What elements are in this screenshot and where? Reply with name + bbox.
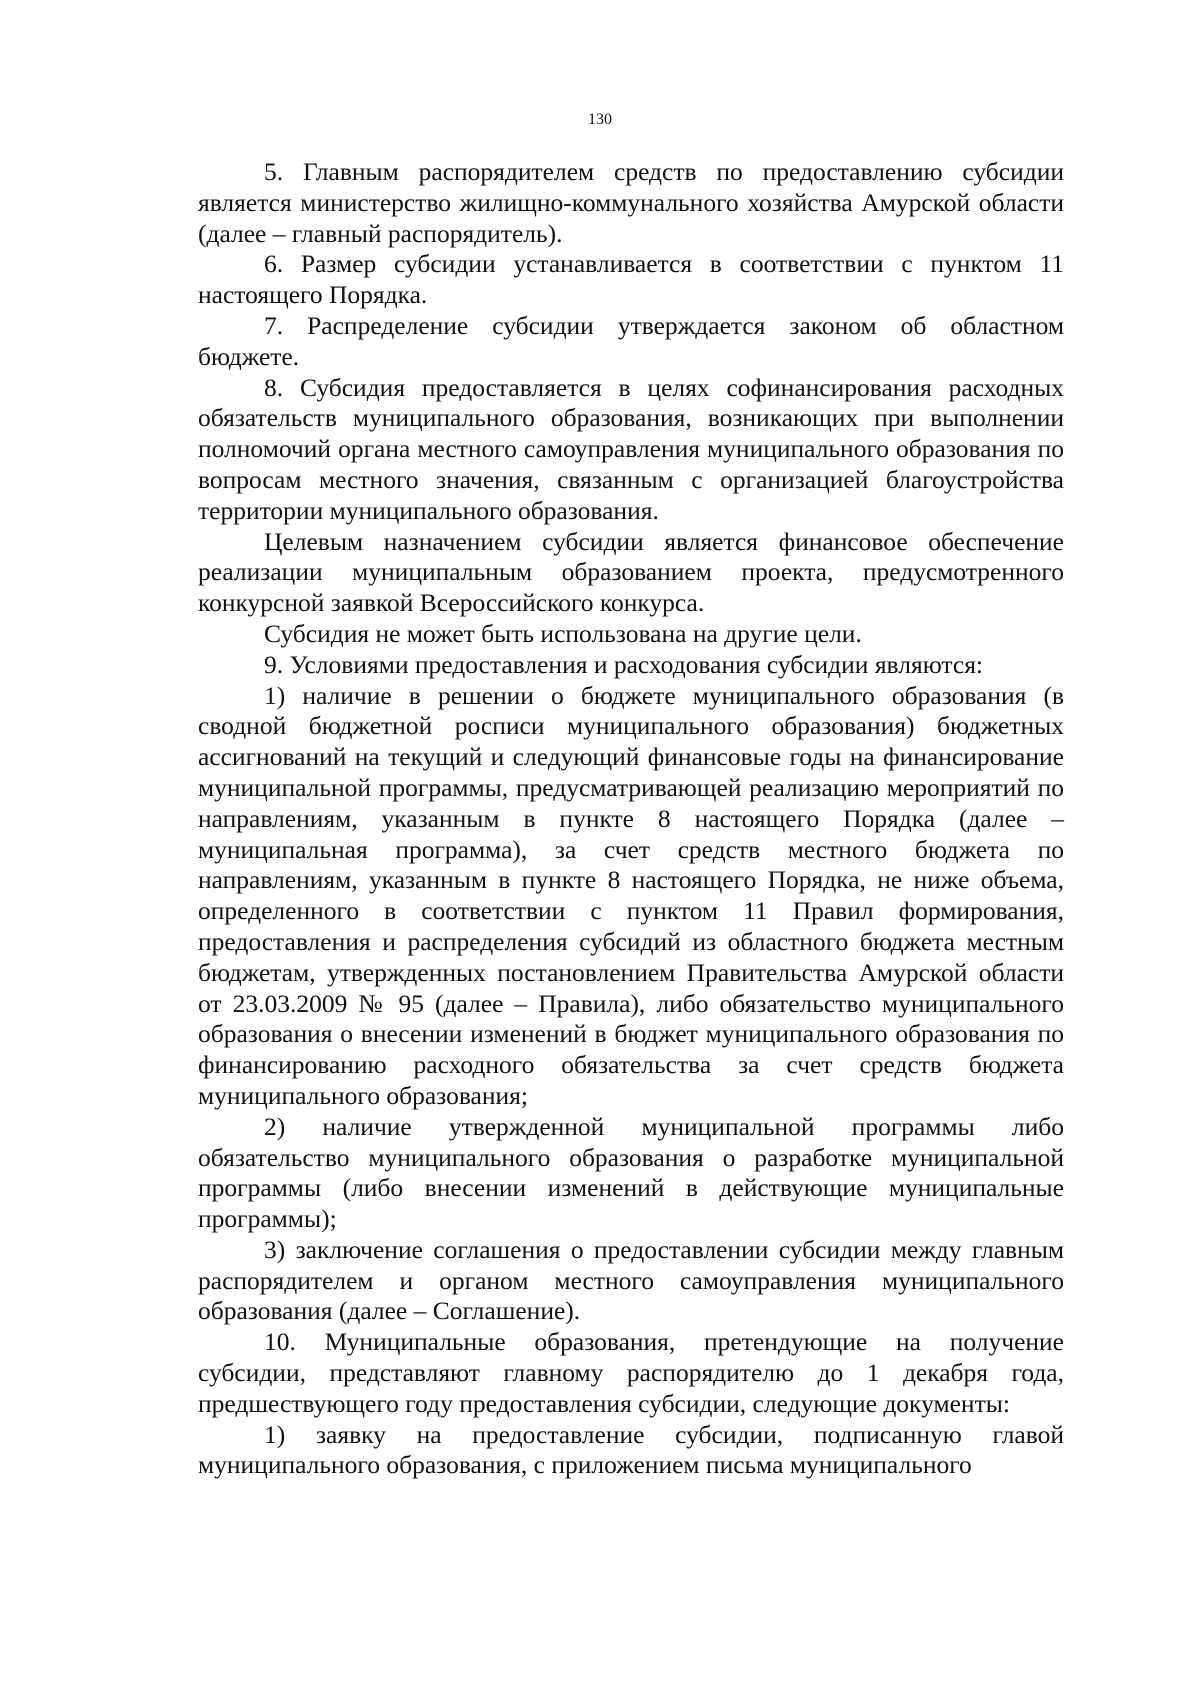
paragraph-7: 7. Распределение субсидии утверждается законом об областном бюджете. <box>198 310 1064 371</box>
document-body <box>198 157 1064 1481</box>
paragraph-9-item-3: 3) заключение соглашения о предоставлении субсидии между главным распорядителем и органом местного самоуправления муниципального образования (далее – Соглашение). <box>198 1234 1064 1326</box>
paragraph-9-item-2: 2) наличие утвержденной муниципальной программы либо обязательство муниципального образования о разработке муниципальной программы (либо внесении изменений в действующие муниципальные программы); <box>198 1111 1064 1234</box>
paragraph-9: 9. Условиями предоставления и расходования субсидии являются: <box>264 649 984 679</box>
paragraph-8-purpose: Целевым назначением субсидии является финансовое обеспечение реализации муниципальным образованием проекта, предусмотренного конкурсной заявкой Всероссийского конкурса. <box>198 526 1064 618</box>
paragraph-8-restriction: Субсидия не может быть использована на другие цели. <box>264 618 862 648</box>
page-number: 130 <box>588 111 612 128</box>
paragraph-6: 6. Размер субсидии устанавливается в соответствии с пунктом 11 настоящего Порядка. <box>198 249 1064 310</box>
paragraph-10-item-1: 1) заявку на предоставление субсидии, подписанную главой муниципального образования, с приложением письма муниципального <box>198 1419 1064 1480</box>
paragraph-8: 8. Субсидия предоставляется в целях софинансирования расходных обязательств муниципального образования, возникающих при выполнении полномочий органа местного самоуправления муниципального образования по вопросам местного значения, связанным с организацией благоустройства территории муниципального образования. <box>198 372 1064 525</box>
paragraph-10: 10. Муниципальные образования, претендующие на получение субсидии, представляют главному распорядителю до 1 декабря года, предшествующего году предоставления субсидии, следующие документы: <box>198 1327 1064 1418</box>
paragraph-5: 5. Главным распорядителем средств по предоставлению субсидии является министерство жилищно-коммунального хозяйства Амурской области (далее – главный распорядитель). <box>198 157 1064 248</box>
paragraph-9-item-1: 1) наличие в решении о бюджете муниципального образования (в сводной бюджетной росписи муниципального образования) бюджетных ассигнований на текущий и следующий финансовые годы на финансирование муниципальной программы, предусматривающей реализацию мероприятий по направлениям, указанным в пункте 8 настоящего Порядка (далее – муниципальная программа), за счет средств местного бюджета по направлениям, указанным в пункте 8 настоящего Порядка, не ниже объема, определенного в соответствии с пунктом 11 Правил формирования, предоставления и распределения субсидий из областного бюджета местным бюджетам, утвержденных постановлением Правительства Амурской области от 23.03.2009 № 95 (далее – Правила), либо обязательство муниципального образования о внесении изменений в бюджет муниципального образования по финансированию расходного обязательства за счет средств бюджета муниципального образования; <box>198 680 1064 1110</box>
